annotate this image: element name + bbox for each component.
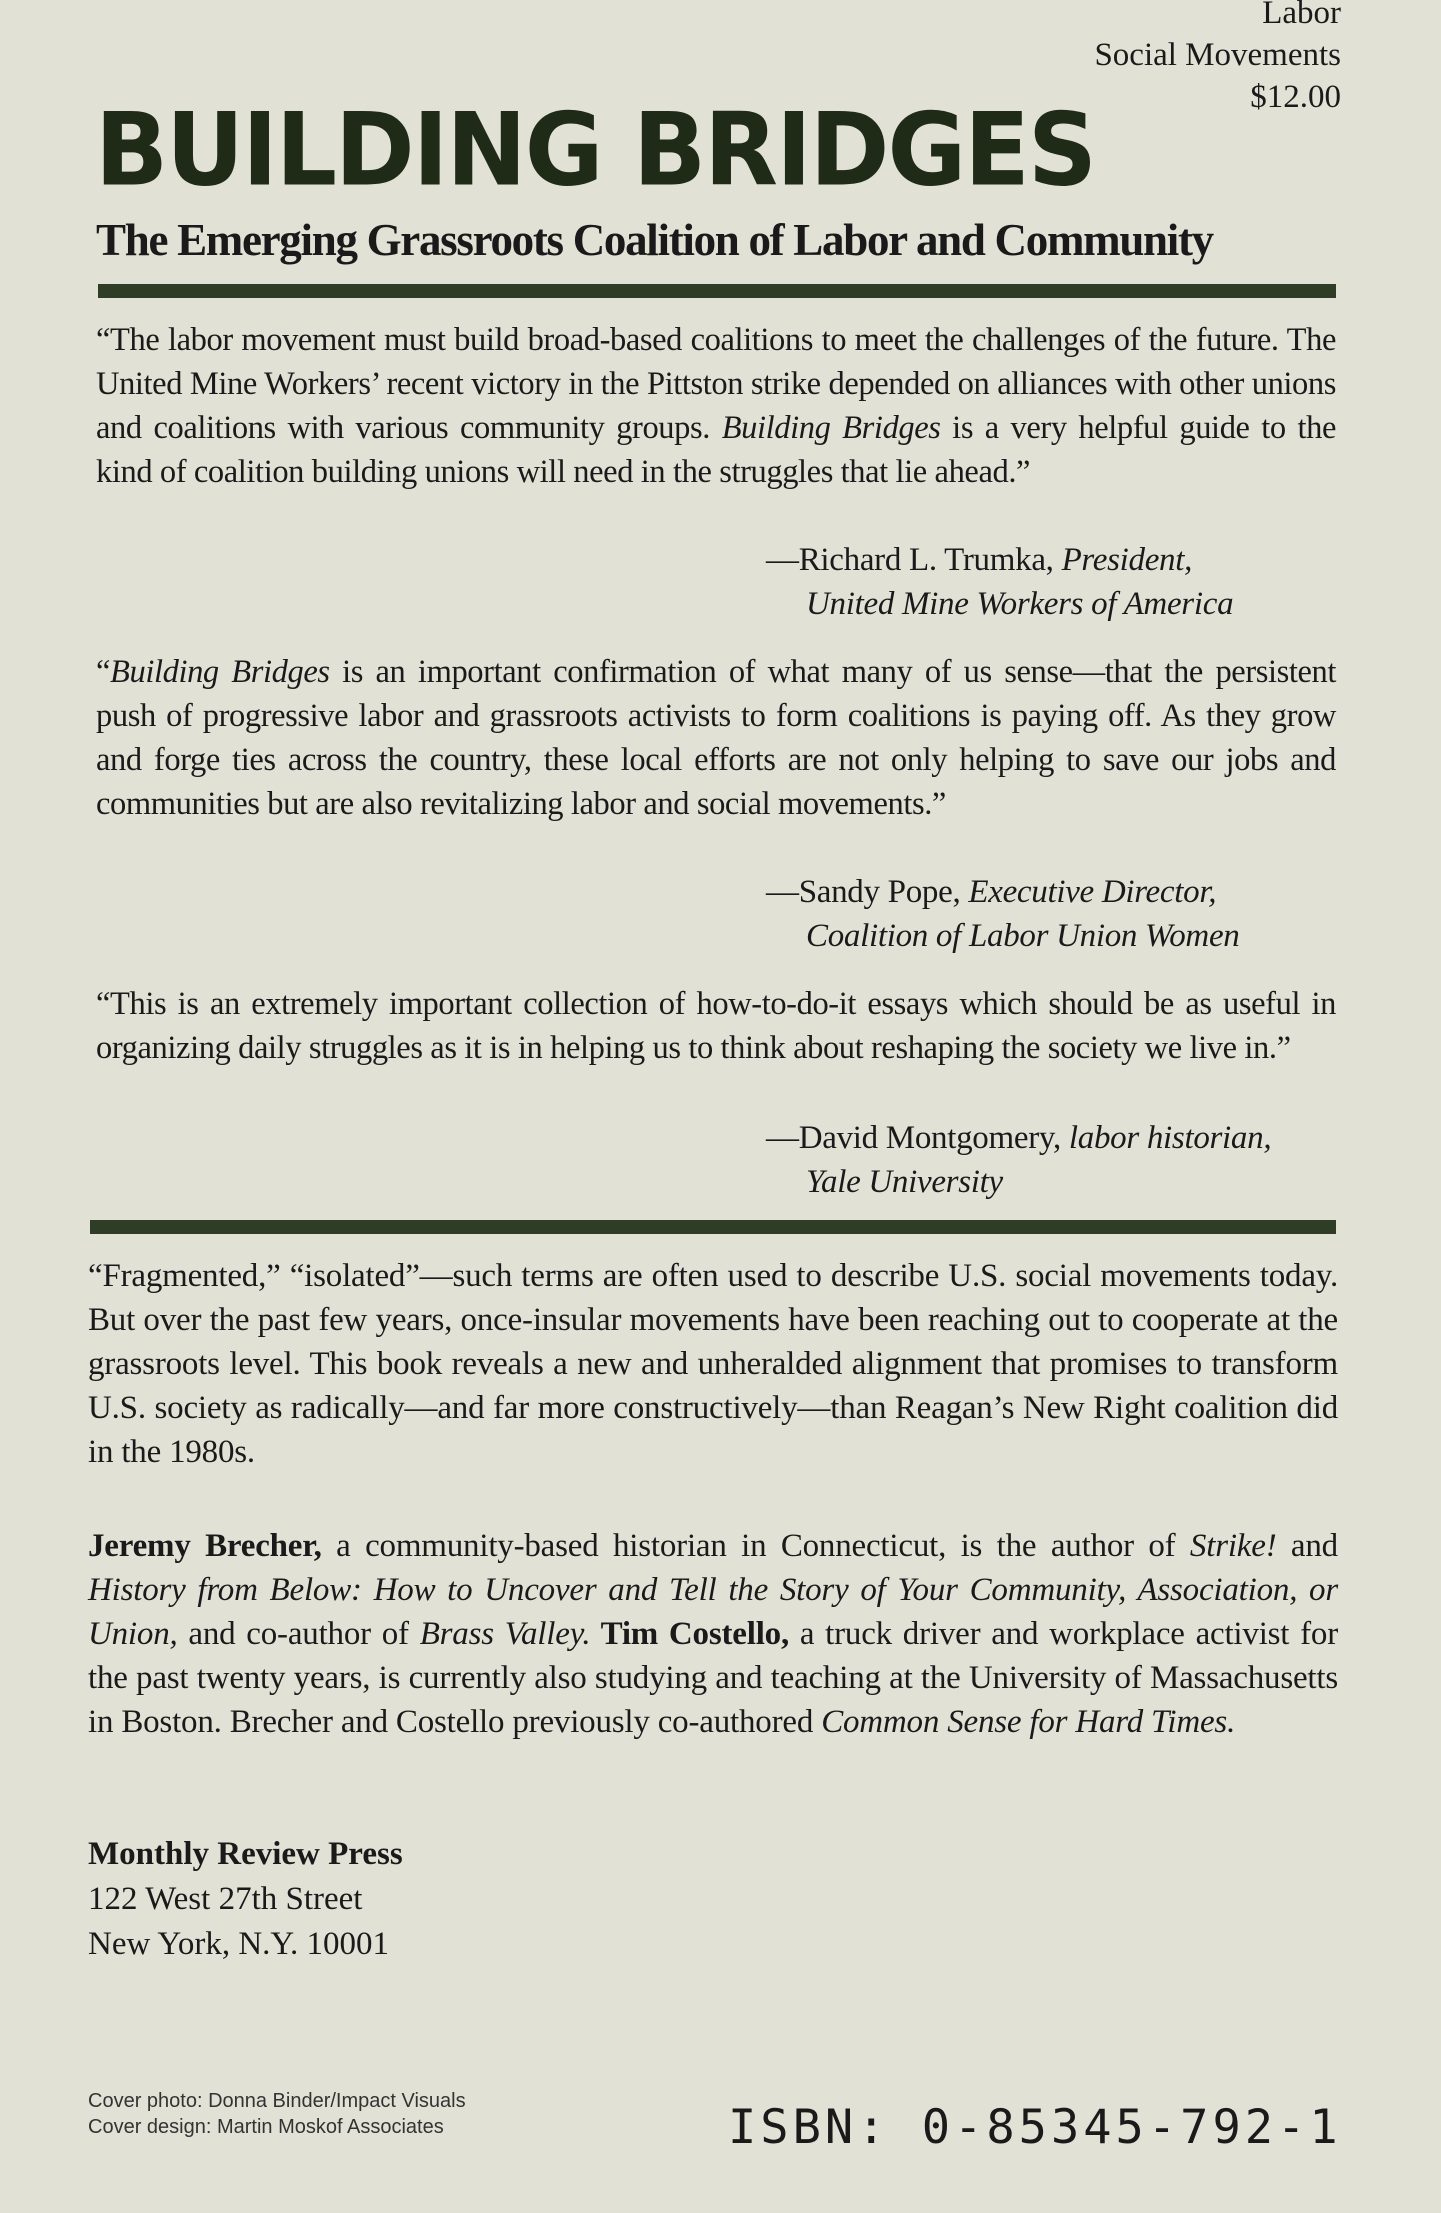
isbn: ISBN: 0-85345-792-1 [728, 2100, 1342, 2155]
cover-design-credit: Cover design: Martin Moskof Associates [88, 2116, 444, 2138]
category-block [1094, 0, 1341, 118]
blurb-attribution-3: —David Montgomery, labor historian, Yale University [766, 1120, 1272, 1200]
blurb-attribution-1: —Richard L. Trumka, President, United Mine Workers of America [766, 542, 1234, 622]
category-labor: Labor [1262, 0, 1341, 31]
price: $12.00 [1250, 79, 1341, 115]
divider-top [98, 284, 1336, 298]
category-social-movements: Social Movements [1094, 37, 1341, 73]
divider-middle [90, 1220, 1336, 1234]
blurb-quote-2: “Building Bridges is an important confirmation of what many of us sense—that the persistent push of progressive labor and grassroots activists to form coalitions is paying off. As they grow and forge ties across the country, these local efforts are not only helping to save our jobs and communities but are also revitalizing labor and social movements.” [96, 654, 1336, 822]
publisher-city: New York, N.Y. 10001 [88, 1926, 390, 1962]
cover-photo-credit: Cover photo: Donna Binder/Impact Visuals [88, 2090, 466, 2112]
blurb-attribution-2: —Sandy Pope, Executive Director, Coalition of Labor Union Women [766, 874, 1240, 954]
blurb-quote-1: “The labor movement must build broad-based coalitions to meet the challenges of the future. The United Mine Workers’ recent victory in the Pittston strike depended on alliances with other unions and coalitions with various community groups. Building Bridges is a very helpful guide to the kind of coalition building unions will need in the struggles that lie ahead.” [96, 322, 1336, 490]
author-bio: Jeremy Brecher, a community-based historian in Connecticut, is the author of Strike! and History from Below: How to Uncover and Tell the Story of Your Community, Association, or Union, and co-author of Brass Valley. Tim Costello, a truck driver and workplace activist for the past twenty years, is currently also studying and teaching at the University of Massachusetts in Boston. Brecher and Costello previously co-authored Common Sense for Hard Times. [88, 1528, 1338, 1740]
publisher-block [88, 1832, 403, 1967]
publisher-name: Monthly Review Press [88, 1836, 403, 1872]
book-title: BUILDING BRIDGES [95, 90, 1095, 209]
book-description: “Fragmented,” “isolated”—such terms are often used to describe U.S. social movements today. But over the past few years, once-insular movements have been reaching out to cooperate at the grassroots level. This book reveals a new and unheralded alignment that promises to transform U.S. society as radically—and far more constructively—than Reagan’s New Right coalition did in the 1980s. [88, 1258, 1338, 1470]
book-subtitle: The Emerging Grassroots Coalition of Labor and Community [96, 215, 1213, 265]
publisher-street: 122 West 27th Street [88, 1881, 363, 1917]
blurb-quote-3: “This is an extremely important collection of how-to-do-it essays which should be as useful in organizing daily struggles as it is in helping us to think about reshaping the society we live in.” [96, 986, 1336, 1066]
cover-credits [88, 2088, 466, 2140]
